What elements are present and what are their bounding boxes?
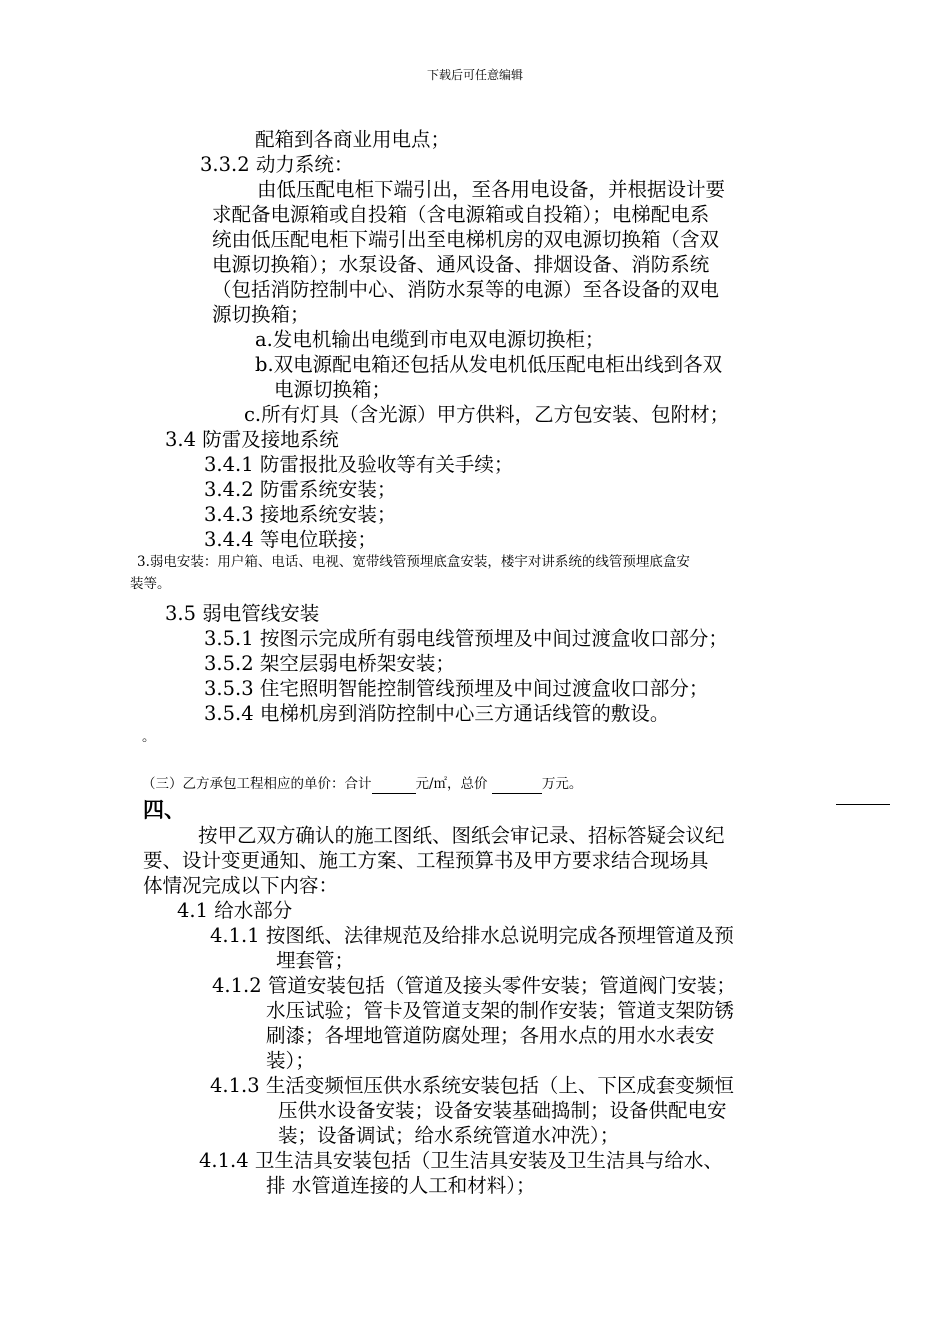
divider-line — [836, 804, 890, 805]
punctuation: 。 — [142, 729, 156, 745]
list-item: 3.4.3 接地系统安装； — [204, 503, 397, 526]
list-item: 3.5.4 电梯机房到消防控制中心三方通话线管的敷设。 — [204, 702, 670, 725]
text-line: 统由低压配电柜下端引出至电梯机房的双电源切换箱（含双 — [212, 228, 720, 251]
list-item: 3.4.4 等电位联接； — [204, 528, 377, 551]
page-header: 下载后可任意编辑 — [426, 68, 523, 82]
list-item: 3.4.1 防雷报批及验收等有关手续； — [204, 453, 514, 476]
price-label: （三）乙方承包工程相应的单价：合计 — [142, 776, 372, 792]
unit-price-blank — [372, 779, 416, 794]
list-item: 4.1.4 卫生洁具安装包括（卫生洁具安装及卫生洁具与给水、 — [199, 1149, 723, 1172]
list-item: c.所有灯具（含光源）甲方供料，乙方包安装、包附材； — [244, 403, 730, 426]
text-line: 埋套管； — [276, 949, 355, 972]
note-line: 3.弱电安装：用户箱、电话、电视、宽带线管预埋底盒安装，楼宇对讲系统的线管预埋底盒安 — [137, 554, 690, 570]
text-line: 排 水管道连接的人工和材料）； — [266, 1174, 536, 1197]
unit-label: 元/㎡，总价 — [415, 776, 488, 792]
text-line: 装）； — [266, 1049, 315, 1072]
total-unit-label: 万元。 — [541, 776, 583, 792]
text-line: 电源切换箱； — [274, 378, 392, 401]
text-line: 水压试验；管卡及管道支架的制作安装；管道支架防锈 — [266, 999, 735, 1022]
list-item: 3.5.3 住宅照明智能控制管线预埋及中间过渡盒收口部分； — [204, 677, 709, 700]
text-line: 装；设备调试；给水系统管道水冲洗）； — [278, 1124, 620, 1147]
list-item: 4.1.1 按图纸、法律规范及给排水总说明完成各预埋管道及预 — [210, 924, 734, 947]
text-line: 求配备电源箱或自投箱（含电源箱或自投箱）；电梯配电系 — [212, 203, 710, 226]
note-line: 装等。 — [130, 576, 171, 592]
section-number: 四、 — [143, 797, 185, 822]
list-item: 4.1.2 管道安装包括（管道及接头零件安装；管道阀门安装； — [212, 974, 736, 997]
text-line: 配箱到各商业用电点； — [255, 128, 451, 151]
total-price-blank — [492, 779, 542, 794]
list-item: 4.1.3 生活变频恒压供水系统安装包括（上、下区成套变频恒 — [210, 1074, 734, 1097]
price-line — [142, 774, 582, 794]
paragraph-line: 要、设计变更通知、施工方案、工程预算书及甲方要求结合现场具 — [143, 849, 709, 872]
list-item: 3.5.1 按图示完成所有弱电线管预埋及中间过渡盒收口部分； — [204, 627, 728, 650]
list-item: 3.5.2 架空层弱电桥架安装； — [204, 652, 455, 675]
text-line: 刷漆；各埋地管道防腐处理；各用水点的用水水表安 — [266, 1024, 715, 1047]
section-heading: 3.3.2 动力系统： — [200, 153, 354, 176]
text-line: 由低压配电柜下端引出，至各用电设备，并根据设计要 — [257, 178, 726, 201]
text-line: （包括消防控制中心、消防水泵等的电源）至各设备的双电 — [212, 278, 720, 301]
section-heading: 3.5 弱电管线安装 — [165, 602, 320, 625]
text-line: 压供水设备安装；设备安装基础捣制；设备供配电安 — [278, 1099, 727, 1122]
paragraph-line: 体情况完成以下内容： — [143, 874, 339, 897]
section-heading: 4.1 给水部分 — [177, 899, 293, 922]
section-heading: 3.4 防雷及接地系统 — [165, 428, 339, 451]
list-item: a.发电机输出电缆到市电双电源切换柜； — [255, 328, 605, 351]
text-line: 源切换箱； — [212, 303, 310, 326]
list-item: 3.4.2 防雷系统安装； — [204, 478, 397, 501]
paragraph-line: 按甲乙双方确认的施工图纸、图纸会审记录、招标答疑会议纪 — [198, 824, 725, 847]
list-item: b.双电源配电箱还包括从发电机低压配电柜出线到各双 — [255, 353, 723, 376]
text-line: 电源切换箱）；水泵设备、通风设备、排烟设备、消防系统 — [212, 253, 710, 276]
